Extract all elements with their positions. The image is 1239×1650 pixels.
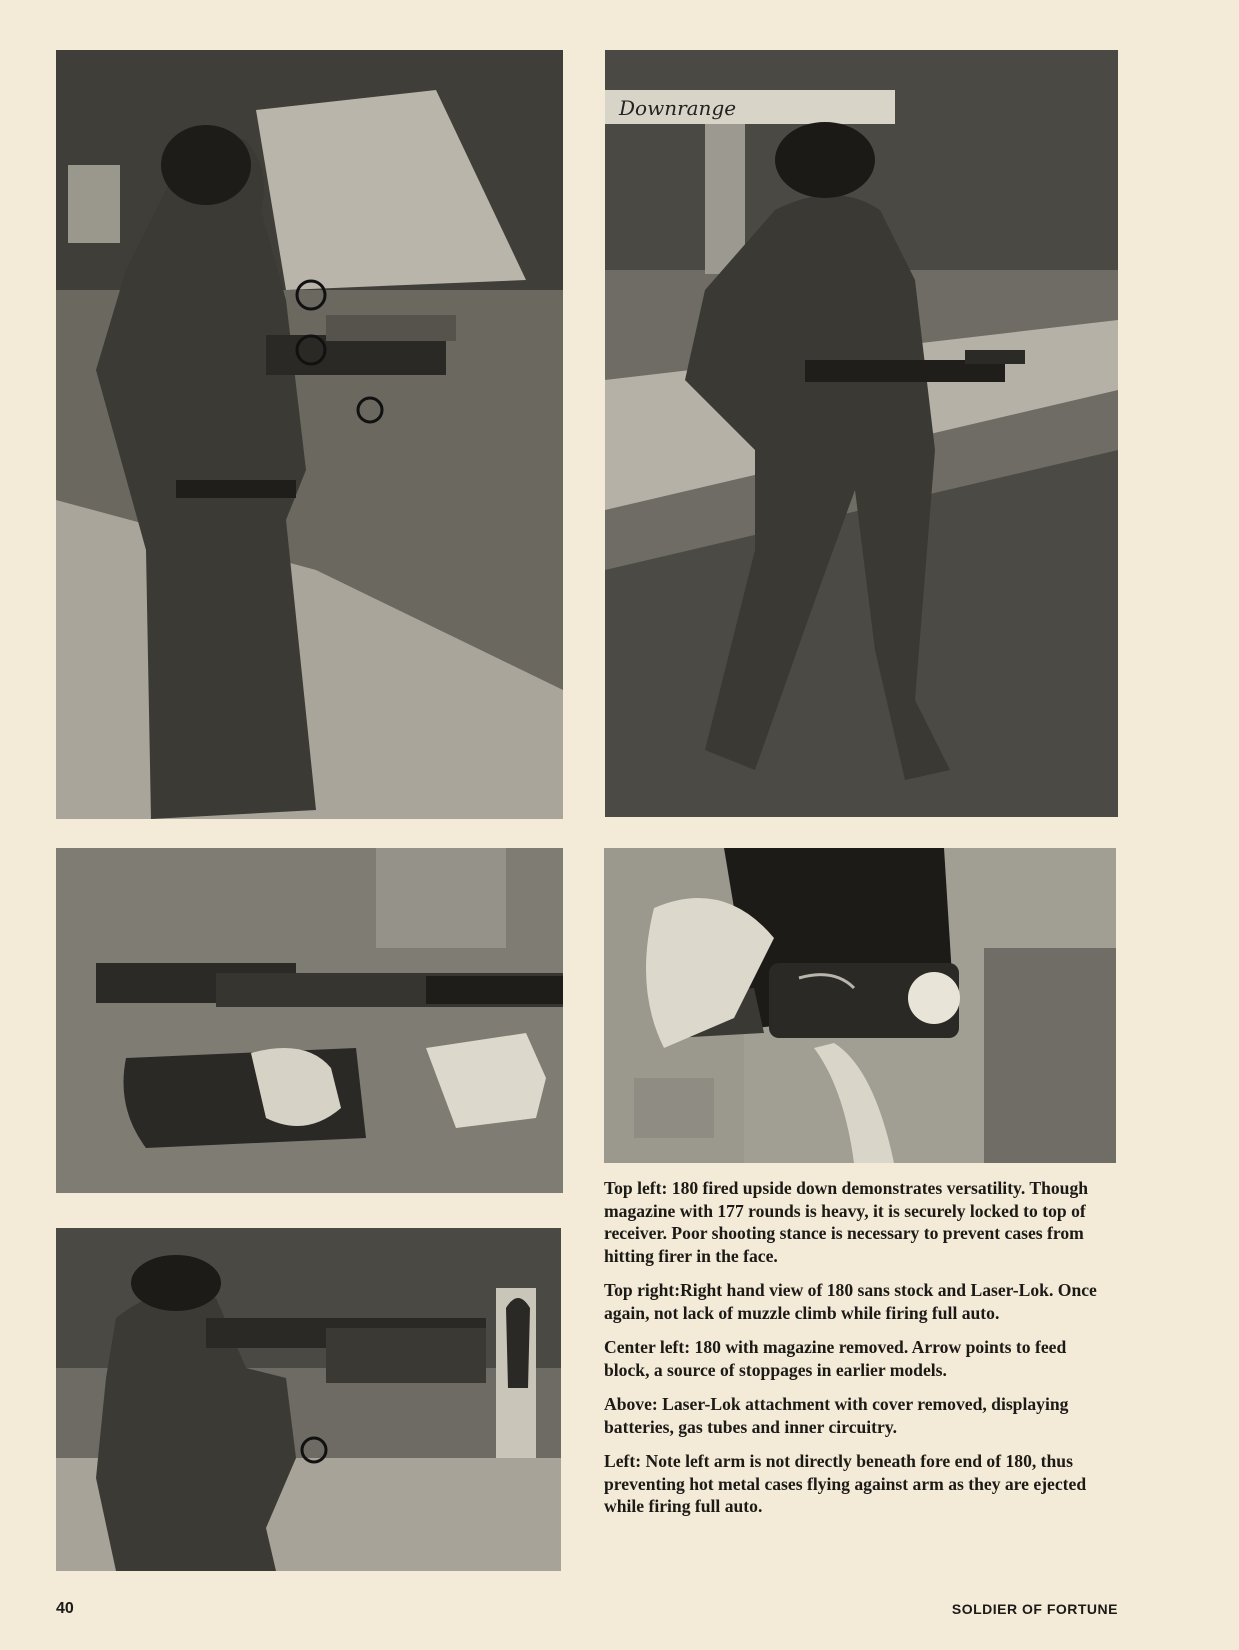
caption-top-right: Top right:Right hand view of 180 sans stock and Laser-Lok. Once again, not lack of muzzle climb while firing full auto.	[604, 1280, 1097, 1323]
page-number: 40	[56, 1600, 74, 1617]
captions	[604, 1177, 1112, 1518]
caption-above: Above: Laser-Lok attachment with cover removed, displaying batteries, gas tubes and inner circuitry.	[604, 1394, 1069, 1437]
photo-center-left	[56, 848, 563, 1193]
photo-above-image	[604, 848, 1116, 1163]
photo-top-right	[605, 50, 1118, 817]
photo-left	[56, 1228, 561, 1571]
photo-above	[604, 848, 1116, 1163]
photo-top-left	[56, 50, 563, 819]
caption-top-left: Top left: 180 fired upside down demonstrates versatility. Though magazine with 177 rounds is heavy, it is securely locked to top of receiver. Poor shooting stance is necessary to prevent cases from hitting firer in the face.	[604, 1178, 1089, 1266]
downrange-sign-text: Downrange	[619, 96, 737, 120]
caption-left: Left: Note left arm is not directly beneath fore end of 180, thus preventing hot metal cases flying against arm as they are ejected while firing full auto.	[604, 1451, 1087, 1516]
photo-top-right-image	[605, 50, 1118, 817]
caption-center-left: Center left: 180 with magazine removed. Arrow points to feed block, a source of stoppages in earlier models.	[604, 1337, 1067, 1380]
photo-top-left-image	[56, 50, 563, 819]
magazine-name: SOLDIER OF FORTUNE	[951, 1601, 1118, 1617]
photo-left-image	[56, 1228, 561, 1571]
photo-center-left-image	[56, 848, 563, 1193]
